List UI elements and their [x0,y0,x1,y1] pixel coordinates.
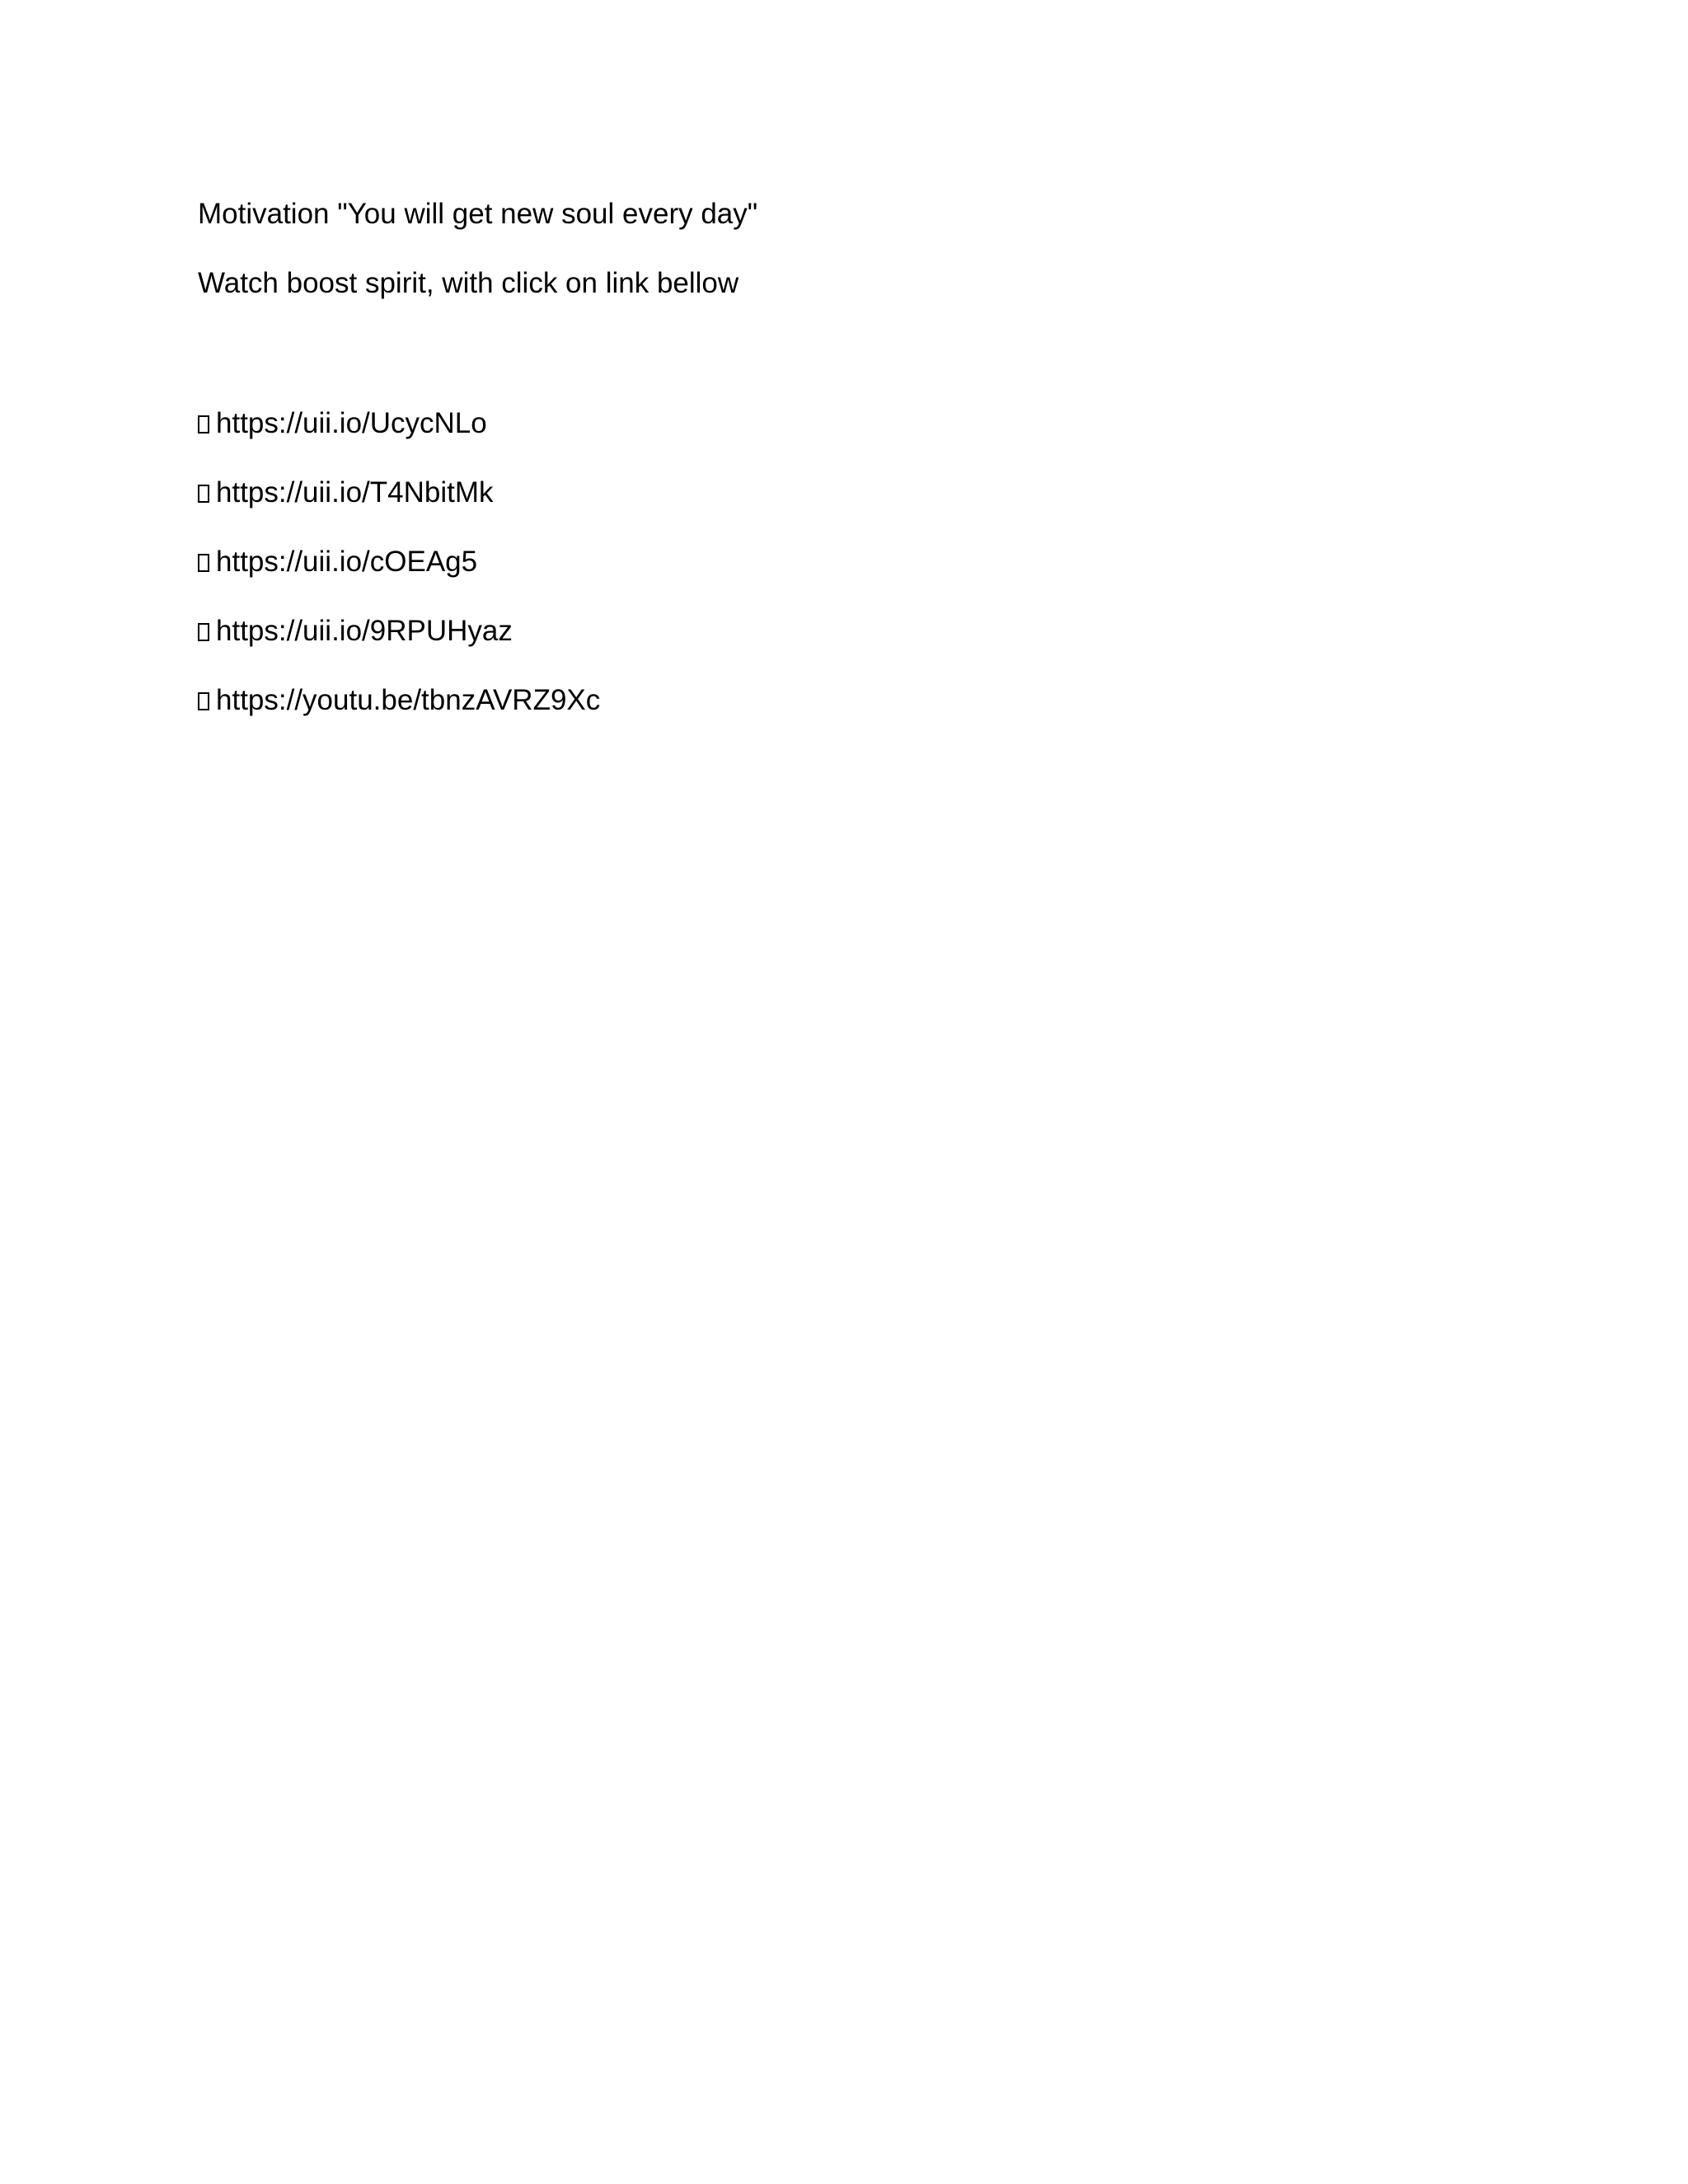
document-body [198,196,1484,752]
missing-glyph-icon [198,692,209,710]
instruction-line: Watch boost spirit, with click on link bellow [198,267,739,299]
link-4[interactable]: https://uii.io/9RPUHyaz [216,615,513,647]
link-1[interactable]: https://uii.io/UcycNLo [216,407,487,439]
motivation-line: Motivation "You will get new soul every day" [198,198,758,230]
list-item [198,682,1484,719]
list-item [198,613,1484,649]
missing-glyph-icon [198,623,209,641]
missing-glyph-icon [198,485,209,503]
link-3[interactable]: https://uii.io/cOEAg5 [216,546,478,578]
list-item [198,475,1484,511]
link-list [198,405,1484,719]
list-item [198,544,1484,580]
list-item [198,405,1484,442]
missing-glyph-icon [198,554,209,572]
link-5[interactable]: https://youtu.be/tbnzAVRZ9Xc [216,684,601,716]
link-2[interactable]: https://uii.io/T4NbitMk [216,476,494,509]
missing-glyph-icon [198,415,209,434]
